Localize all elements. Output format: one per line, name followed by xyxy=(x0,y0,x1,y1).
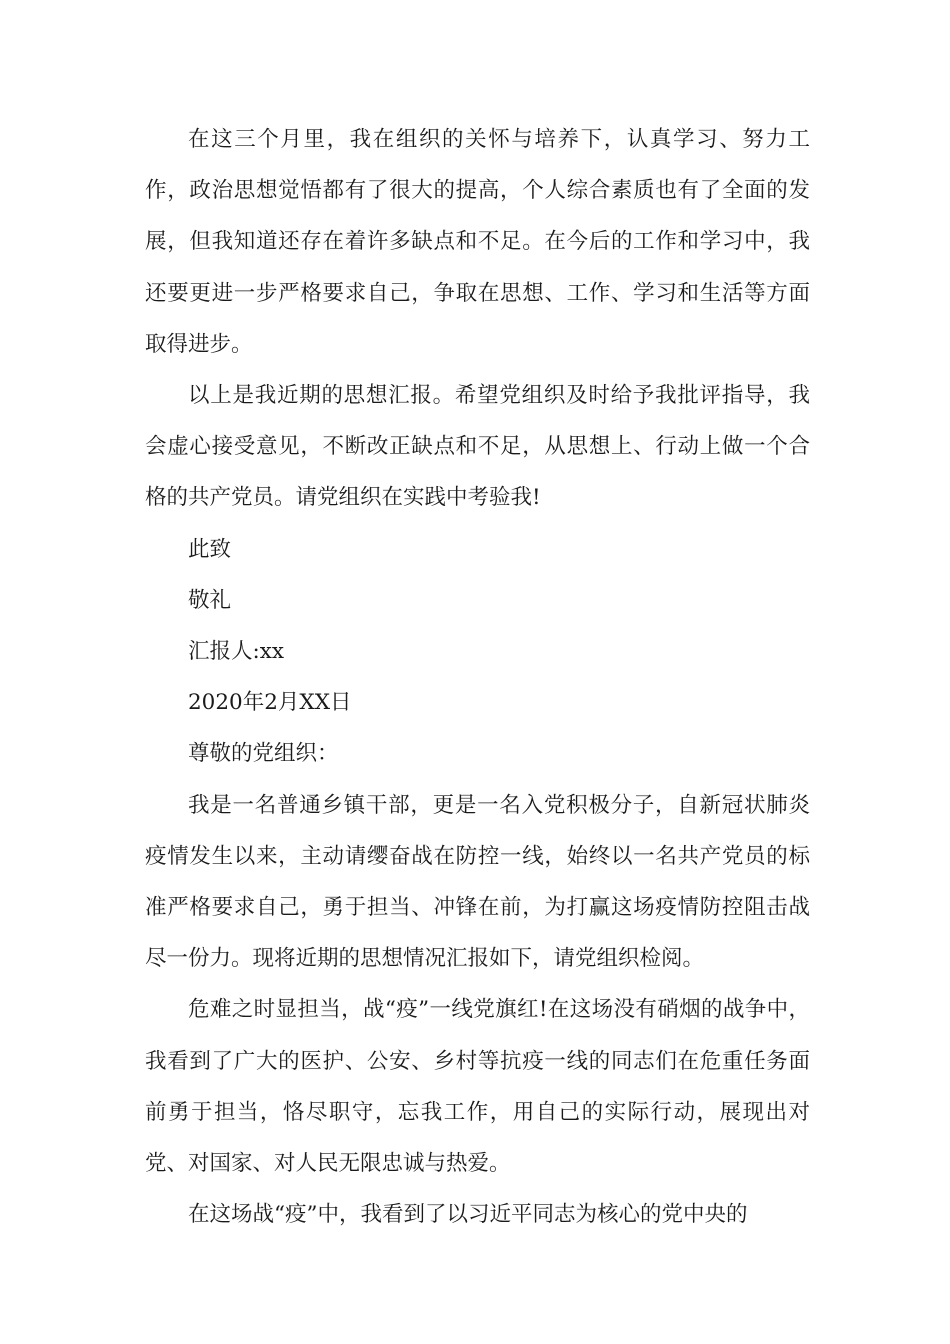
closing-line-1: 此致 xyxy=(188,536,232,562)
paragraph-introduction: 我是一名普通乡镇干部，更是一名入党积极分子，自新冠状肺炎疫情发生以来，主动请缨奋战在防控一线，始终以一名共产党员的标准严格要求自己，勇于担当、冲锋在前，为打赢这场疫情防控阻击战尽一份力。现将近期的思想情况汇报如下，请党组织检阅。 xyxy=(145,792,810,972)
date-line: 2020年2月XX日 xyxy=(188,690,352,716)
paragraph-frontline: 危难之时显担当，战“疫”一线党旗红!在这场没有硝烟的战争中，我看到了广大的医护、公安、乡村等抗疫一线的同志们在危重任务面前勇于担当，恪尽职守，忘我工作，用自己的实际行动，展现出对党、对国家、对人民无限忠诚与热爱。 xyxy=(145,997,810,1177)
salutation-line: 尊敬的党组织： xyxy=(188,741,339,767)
document-body xyxy=(145,114,810,1240)
paragraph-conclusion: 以上是我近期的思想汇报。希望党组织及时给予我批评指导，我会虚心接受意见，不断改正缺点和不足，从思想上、行动上做一个合格的共产党员。请党组织在实践中考验我! xyxy=(145,383,810,511)
closing-line-2: 敬礼 xyxy=(188,587,232,613)
paragraph-leadership: 在这场战“疫”中，我看到了以习近平同志为核心的党中央的 xyxy=(188,1202,748,1228)
paragraph-summary: 在这三个月里，我在组织的关怀与培养下，认真学习、努力工作，政治思想觉悟都有了很大的提高，个人综合素质也有了全面的发展，但我知道还存在着许多缺点和不足。在今后的工作和学习中，我还要更进一步严格要求自己，争取在思想、工作、学习和生活等方面取得进步。 xyxy=(145,127,810,357)
signature-line: 汇报人:xx xyxy=(188,639,284,665)
